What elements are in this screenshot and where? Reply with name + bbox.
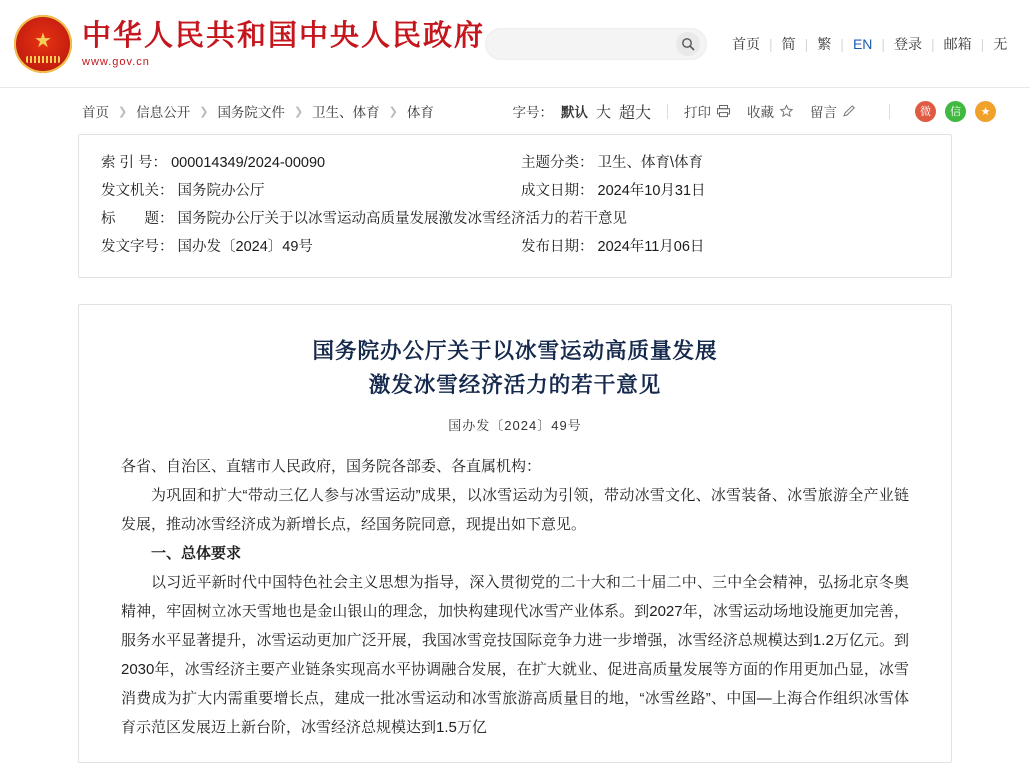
breadcrumb-item-disclosure[interactable]: 信息公开 [136,105,191,120]
meta-key: 索 引 号： [101,155,168,171]
chevron-right-icon: ❯ [388,105,398,118]
link-separator: | [980,35,985,52]
brand-title-cn: 中华人民共和国中央人民政府 [82,18,486,53]
breadcrumb [82,101,434,121]
meta-title [101,205,929,233]
header-link-traditional[interactable]: 繁 [817,35,832,52]
header-link-accessibility[interactable]: 无 [993,35,1008,52]
favorite-icon[interactable]: ★ [975,101,996,122]
meta-topic-category [521,149,929,177]
weibo-icon[interactable]: 微 [915,101,936,122]
link-separator: | [881,35,886,52]
wechat-icon[interactable]: 信 [945,101,966,122]
meta-key: 主题分类： [521,155,594,171]
article-card [78,304,952,763]
toolbar [0,88,1030,134]
font-size-label: 字号： [512,105,553,120]
brand-url: www.gov.cn [82,55,150,68]
meta-value: 2024年11月06日 [597,239,705,255]
link-separator: | [769,35,773,52]
article-paragraph: 各省、自治区、直辖市人民政府，国务院各部委、各直属机构： [121,458,542,475]
meta-key: 发布日期： [521,239,594,255]
breadcrumb-item-home[interactable]: 首页 [82,105,109,120]
comment-button[interactable] [810,101,857,121]
header-link-english[interactable]: EN [852,35,873,52]
meta-key: 标 题： [101,211,174,227]
meta-key: 成文日期： [521,183,594,199]
page-title-line2: 激发冰雪经济活力的若干意见 [368,373,662,398]
meta-key: 发文字号： [101,239,174,255]
header-link-mail[interactable]: 邮箱 [943,35,972,52]
printer-icon [716,104,731,118]
meta-value: 国务院办公厅 [177,183,265,199]
search-input[interactable] [500,36,676,52]
favorite-label: 收藏 [747,105,774,120]
meta-value: 国务院办公厅关于以冰雪运动高质量发展激发冰雪经济活力的若干意见 [177,211,627,227]
site-header [0,0,1030,88]
font-size-group [512,100,651,123]
national-emblem-icon [14,15,72,73]
header-link-simplified[interactable]: 简 [781,35,796,52]
favorite-button[interactable] [747,101,794,121]
breadcrumb-item-sports[interactable]: 体育 [406,105,434,120]
site-brand[interactable] [82,19,485,67]
meta-index-number [101,149,521,177]
search-box[interactable] [485,28,707,60]
font-size-default[interactable]: 默认 [560,105,588,120]
pencil-icon [842,104,857,118]
meta-document-number [101,233,521,261]
font-size-large[interactable]: 大 [595,103,611,121]
meta-row [101,177,929,205]
link-separator: | [840,35,844,52]
star-icon [779,104,794,118]
article-paragraph: 以习近平新时代中国特色社会主义思想为指导，深入贯彻党的二十大和二十届二中、三中全会精神，弘扬北京冬奥精神，牢固树立冰天雪地也是金山银山的理念，加快构建现代冰雪产业体系。到2027年，冰雪运动场地设施更加完善，服务水平显著提升，冰雪运动更加广泛开展，我国冰雪竞技国际竞争力进一步增强，冰雪经济总规模达到1.2万亿元。到2030年，冰雪经济主要产业链条实现高水平协调融合发展，在扩大就业、促进高质量发展等方面的作用更加凸显，冰雪消费成为扩大内需重要增长点，建成一批冰雪运动和冰雪旅游高质量目的地，“冰雪丝路”、中国—上海合作组织冰雪体育示范区发展迈上新台阶，冰雪经济总规模达到1.5万亿 [121,574,909,736]
meta-value: 000014349/2024-00090 [171,155,326,171]
meta-value: 国办发〔2024〕49号 [177,239,313,255]
comment-label: 留言 [810,105,837,120]
article-body [121,452,909,742]
document-meta-card [78,134,952,278]
header-link-login[interactable]: 登录 [894,35,923,52]
divider [667,104,668,119]
chevron-right-icon: ❯ [293,105,304,118]
meta-completion-date [521,177,929,205]
article-section-heading: 一、总体要求 [151,545,242,562]
print-button[interactable] [684,101,731,121]
search-icon[interactable] [676,32,700,56]
chevron-right-icon: ❯ [199,105,209,118]
meta-publish-date [521,233,929,261]
breadcrumb-item-health-sports[interactable]: 卫生、体育 [312,105,380,120]
toolbar-actions [512,100,996,123]
meta-row [101,149,929,177]
breadcrumb-item-statecouncil-docs[interactable]: 国务院文件 [217,105,285,120]
meta-issuing-agency [101,177,521,205]
header-link-home[interactable]: 首页 [732,35,761,52]
meta-key: 发文机关： [101,183,174,199]
article-paragraph: 为巩固和扩大“带动三亿人参与冰雪运动”成果，以冰雪运动为引领，带动冰雪文化、冰雪装备、冰雪旅游全产业链发展，推动冰雪经济成为新增长点，经国务院同意，现提出如下意见。 [121,487,909,533]
divider [889,104,890,119]
meta-row [101,205,929,233]
link-separator: | [931,35,935,52]
meta-value: 2024年10月31日 [597,183,706,199]
page-title-line1: 国务院办公厅关于以冰雪运动高质量发展 [312,339,718,364]
meta-value: 卫生、体育\体育 [597,155,704,171]
page-title [121,335,909,403]
document-number: 国办发〔2024〕49号 [448,418,582,433]
chevron-right-icon: ❯ [118,105,128,118]
meta-row [101,233,929,261]
link-separator: | [804,35,809,52]
print-label: 打印 [684,105,711,120]
font-size-xlarge[interactable]: 超大 [618,104,651,122]
header-right [485,28,1016,60]
header-links [723,34,1016,54]
